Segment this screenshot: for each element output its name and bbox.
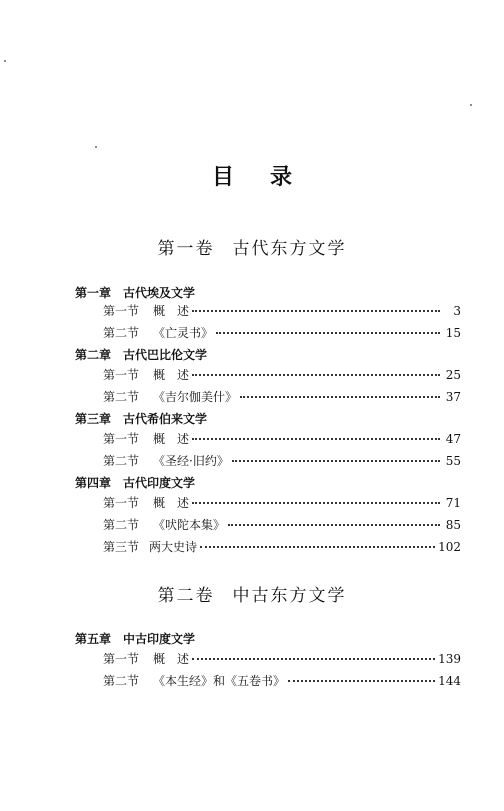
chapter-heading [75,630,195,647]
page-number: 47 [445,432,461,446]
chapter-title: 中古印度文学 [123,632,196,646]
chapter-title: 古代埃及文学 [123,286,196,300]
chapter-title: 古代印度文学 [123,476,196,490]
dot-leader [216,332,440,334]
toc-entry[interactable] [103,324,461,342]
section-label: 第二节 [103,326,140,340]
dot-leader [192,438,440,440]
section-label: 第一节 [103,368,140,382]
dot-leader [240,396,440,398]
dot-leader [192,502,440,504]
section-title: 概 述 [153,304,190,318]
section-label: 第二节 [103,674,140,688]
section-label: 第二节 [103,454,140,468]
dot-leader [228,524,440,526]
page-number: 102 [438,540,461,554]
volume-label: 第二卷 [157,586,215,606]
dot-leader [192,374,440,376]
chapter-heading [75,346,207,363]
dot-leader [288,680,435,682]
scan-speck [4,60,6,62]
section-title: 概 述 [153,652,190,666]
toc-entry[interactable] [103,302,461,320]
page-number: 55 [445,454,461,468]
page-number: 71 [445,496,461,510]
toc-entry[interactable] [103,494,461,512]
scan-speck [470,104,472,106]
dot-leader [200,546,435,548]
section-label: 第一节 [103,496,140,510]
toc-entry[interactable] [103,430,461,448]
chapter-heading [75,410,207,427]
section-title: 《圣经·旧约》 [153,454,229,468]
volume-heading [0,234,504,259]
section-label: 第一节 [103,432,140,446]
toc-entry[interactable] [103,672,461,690]
page-number: 3 [453,304,461,318]
section-label: 第二节 [103,390,140,404]
page-number: 85 [445,518,461,532]
toc-entry[interactable] [103,366,461,384]
chapter-label: 第三章 [75,412,112,426]
volume-title: 古代东方文学 [232,239,347,259]
chapter-label: 第一章 [75,286,112,300]
volume-label: 第一卷 [157,239,215,259]
chapter-title: 古代巴比伦文学 [123,348,208,362]
section-title: 两大史诗 [149,540,198,554]
toc-entry[interactable] [103,516,461,534]
dot-leader [192,310,440,312]
section-title: 概 述 [153,432,190,446]
chapter-heading [75,284,195,301]
toc-entry[interactable] [103,452,461,470]
page-number: 37 [445,390,461,404]
toc-entry[interactable] [103,538,461,556]
section-title: 《本生经》和《五卷书》 [153,674,286,688]
page-title: 目录 [211,165,328,190]
section-label: 第一节 [103,652,140,666]
toc-entry[interactable] [103,650,461,668]
page-number: 25 [445,368,461,382]
chapter-label: 第二章 [75,348,112,362]
section-label: 第三节 [103,540,140,554]
chapter-label: 第五章 [75,632,112,646]
volume-title: 中古东方文学 [232,586,347,606]
section-title: 《吉尔伽美什》 [153,390,238,404]
section-label: 第一节 [103,304,140,318]
chapter-heading [75,474,195,491]
dot-leader [192,658,435,660]
section-label: 第二节 [103,518,140,532]
chapter-title: 古代希伯来文学 [123,412,208,426]
section-title: 概 述 [153,368,190,382]
chapter-label: 第四章 [75,476,112,490]
section-title: 《吠陀本集》 [153,518,226,532]
section-title: 《亡灵书》 [153,326,214,340]
toc-entry[interactable] [103,388,461,406]
page-number: 15 [445,326,461,340]
page-number: 144 [438,674,461,688]
volume-heading [0,581,504,606]
section-title: 概 述 [153,496,190,510]
dot-leader [232,460,440,462]
scan-speck [95,146,97,148]
page-number: 139 [438,652,461,666]
